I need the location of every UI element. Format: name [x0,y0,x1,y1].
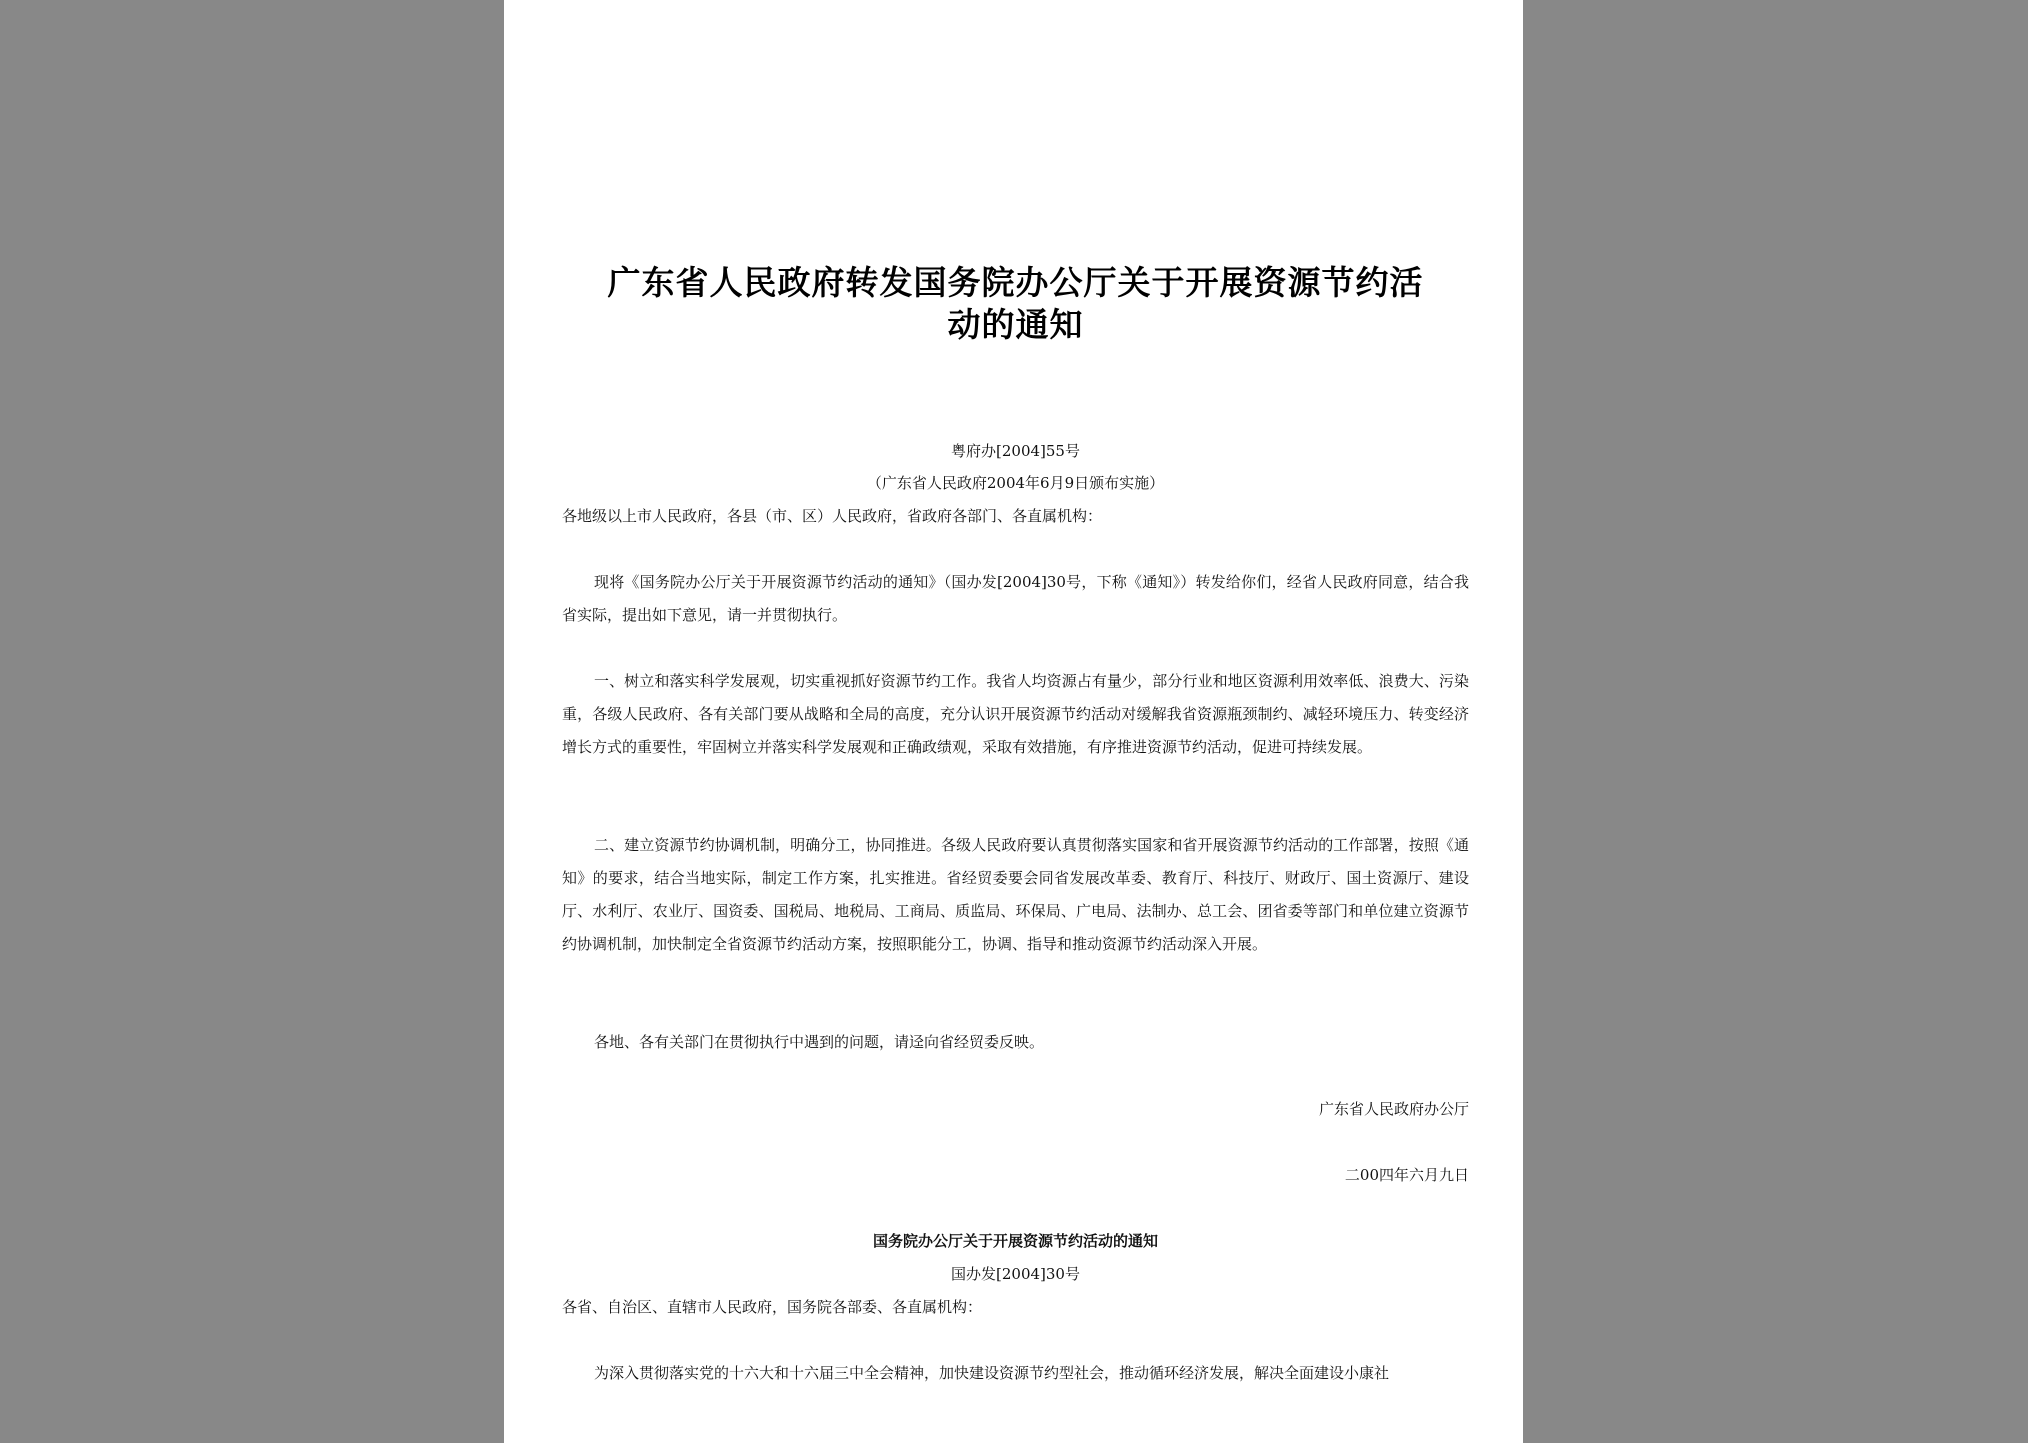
addressee: 各地级以上市人民政府，各县（市、区）人民政府，省政府各部门、各直属机构： [562,507,1103,525]
paragraph-intro: 现将《国务院办公厅关于开展资源节约活动的通知》（国办发[2004]30号，下称《通知》）转发给你们，经省人民政府同意，结合我省实际，提出如下意见，请一并贯彻执行。 [562,573,1469,624]
document-page [504,0,1523,1443]
paragraph-two: 二、建立资源节约协调机制，明确分工，协同推进。各级人民政府要认真贯彻落实国家和省开展资源节约活动的工作部署，按照《通知》的要求，结合当地实际，制定工作方案，扎实推进。省经贸委要会同省发展改革委、教育厅、科技厅、财政厅、国土资源厅、建设厅、水利厅、农业厅、国资委、国税局、地税局、工商局、质监局、环保局、广电局、法制办、总工会、团省委等部门和单位建立资源节约协调机制，加快制定全省资源节约活动方案，按照职能分工，协调、指导和推动资源节约活动深入开展。 [562,836,1469,953]
issued-note: （广东省人民政府2004年6月9日颁布实施） [866,474,1165,492]
attachment-paragraph: 为深入贯彻落实党的十六大和十六届三中全会精神，加快建设资源节约型社会，推动循环经济发展，解决全面建设小康社 [594,1364,1390,1382]
attachment-title: 国务院办公厅关于开展资源节约活动的通知 [872,1232,1158,1250]
title-line-1: 广东省人民政府转发国务院办公厅关于开展资源节约活 [607,263,1424,302]
signature-date: 二00四年六月九日 [1344,1166,1469,1184]
attachment-number: 国办发[2004]30号 [951,1265,1080,1283]
paragraph-one: 一、树立和落实科学发展观，切实重视抓好资源节约工作。我省人均资源占有量少，部分行业和地区资源利用效率低、浪费大、污染重，各级人民政府、各有关部门要从战略和全局的高度，充分认识开展资源节约活动对缓解我省资源瓶颈制约、减轻环境压力、转变经济增长方式的重要性，牢固树立并落实科学发展观和正确政绩观，采取有效措施，有序推进资源节约活动，促进可持续发展。 [562,672,1469,756]
title-line-2: 动的通知 [947,305,1084,344]
signature: 广东省人民政府办公厅 [1318,1100,1469,1118]
attachment-addressee: 各省、自治区、直辖市人民政府，国务院各部委、各直属机构： [562,1298,983,1316]
paragraph-closing: 各地、各有关部门在贯彻执行中遇到的问题，请迳向省经贸委反映。 [594,1033,1045,1051]
document-number: 粤府办[2004]55号 [951,442,1080,460]
document-title [562,262,1469,346]
